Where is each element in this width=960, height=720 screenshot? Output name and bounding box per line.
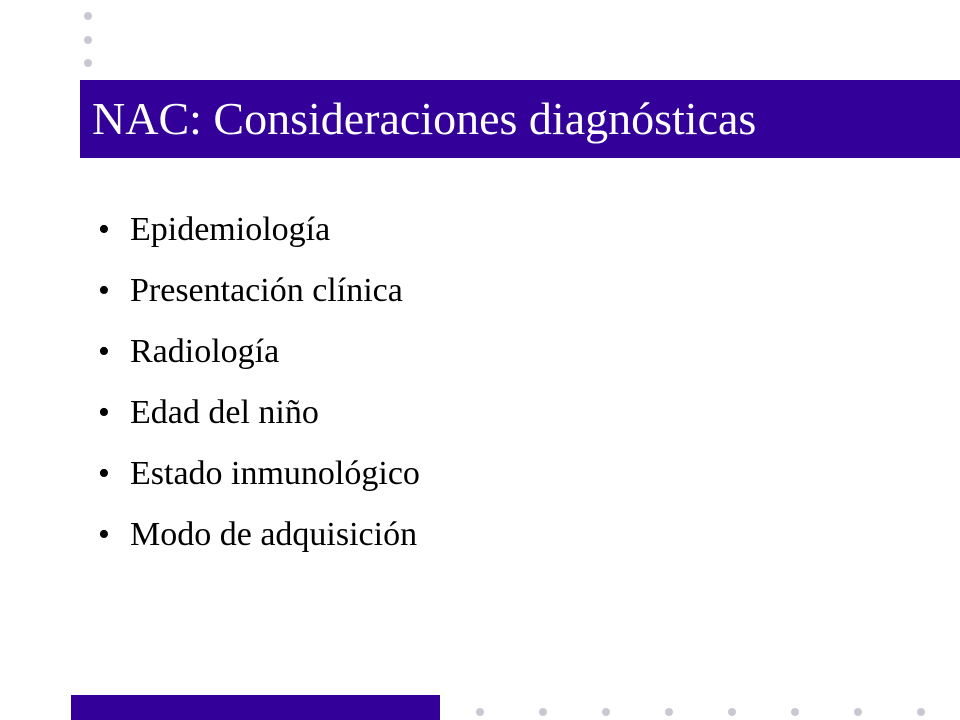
bullet-dot-icon: • (98, 211, 110, 248)
decor-dot-bottom-5 (728, 708, 736, 716)
bullet-text: Epidemiología (130, 211, 331, 248)
decor-dot-bottom-1 (476, 708, 484, 716)
bullet-dot-icon: • (98, 333, 110, 370)
bullet-list (98, 202, 420, 568)
bullet-dot-icon: • (98, 394, 110, 431)
bullet-text: Modo de adquisición (130, 516, 418, 553)
bullet-item (98, 446, 420, 507)
slide-title: NAC: Consideraciones diagnósticas (92, 93, 757, 144)
bullet-item (98, 385, 420, 446)
decor-dot-top-1 (84, 12, 92, 20)
bullet-text: Estado inmunológico (130, 455, 420, 492)
decor-dot-bottom-4 (665, 708, 673, 716)
bullet-dot-icon: • (98, 272, 110, 309)
decor-dot-top-2 (84, 36, 92, 44)
bullet-text: Radiología (130, 333, 280, 370)
decor-dot-bottom-6 (791, 708, 799, 716)
bottom-accent-bar (71, 695, 440, 720)
bullet-dot-icon: • (98, 516, 110, 553)
bullet-dot-icon: • (98, 455, 110, 492)
bullet-item (98, 507, 420, 568)
bullet-item (98, 202, 420, 263)
bullet-text: Edad del niño (130, 394, 319, 431)
decor-dot-bottom-8 (917, 708, 925, 716)
bullet-text: Presentación clínica (130, 272, 403, 309)
bullet-item (98, 263, 420, 324)
decor-dot-top-3 (84, 59, 92, 67)
bullet-item (98, 324, 420, 385)
decor-dot-bottom-3 (602, 708, 610, 716)
decor-dot-bottom-2 (539, 708, 547, 716)
decor-dot-bottom-7 (854, 708, 862, 716)
title-bar (80, 80, 960, 158)
